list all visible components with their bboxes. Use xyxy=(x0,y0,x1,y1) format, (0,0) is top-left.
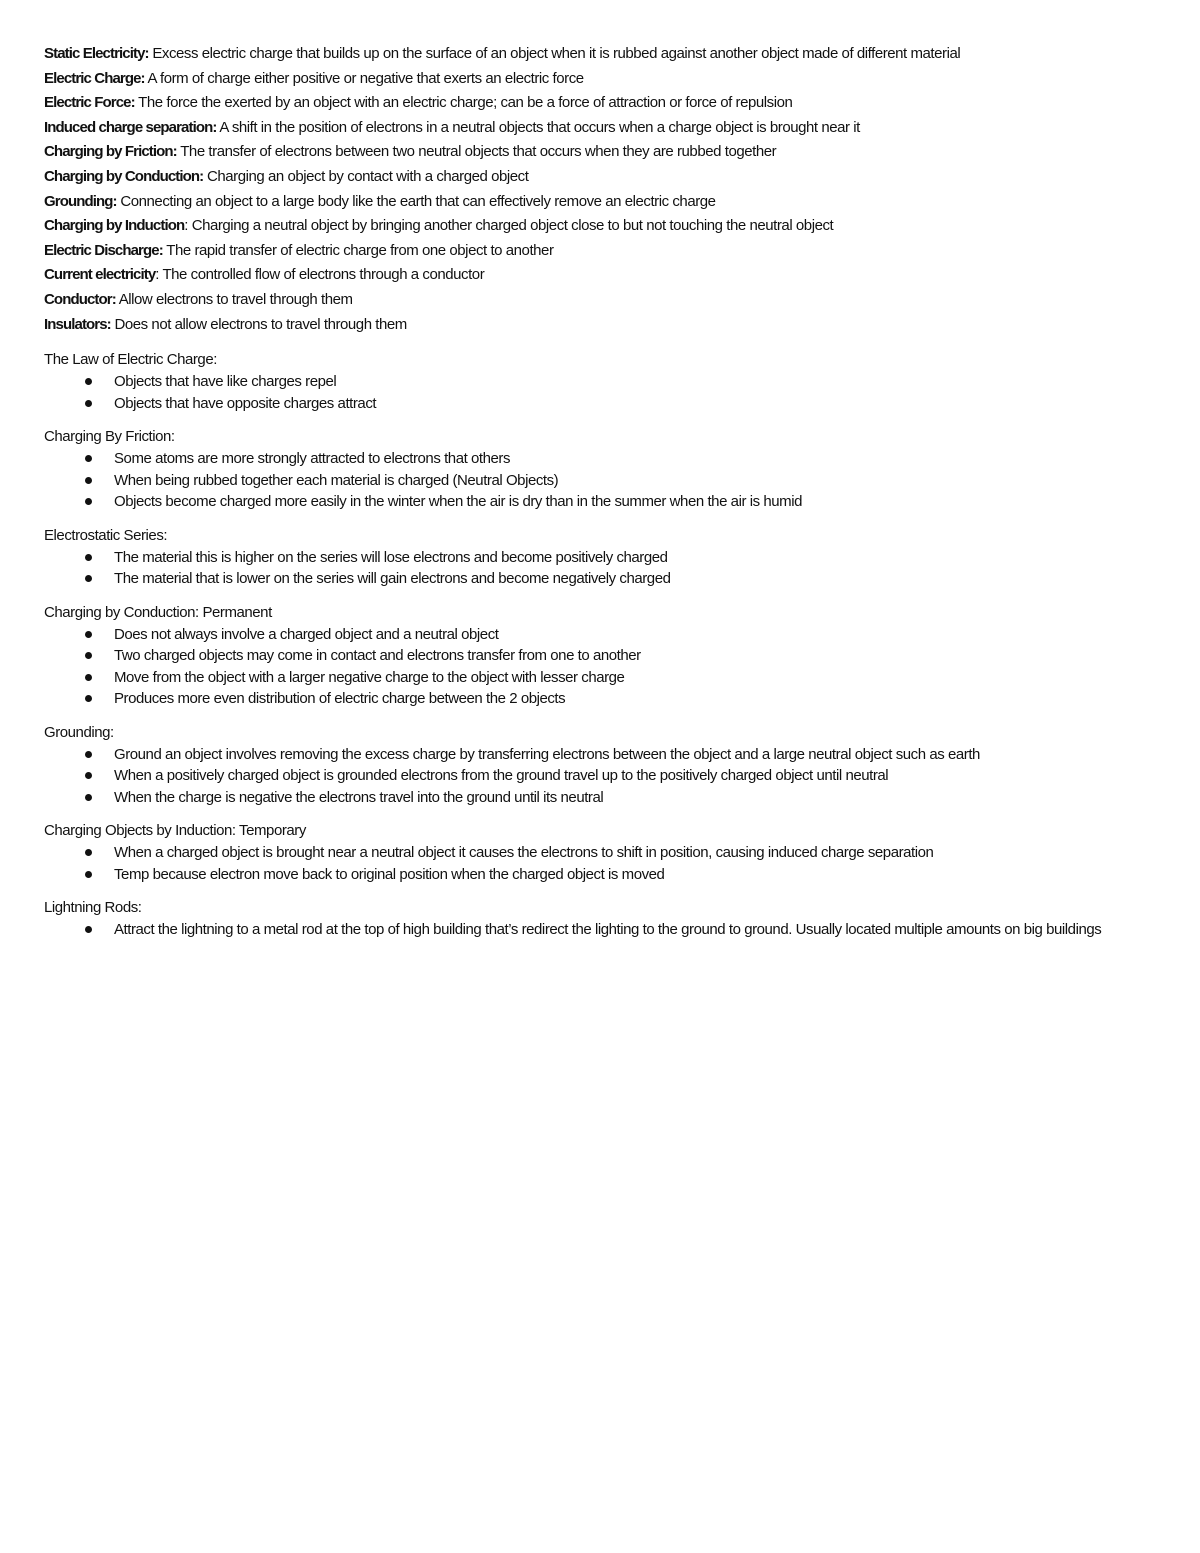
definition-electric-charge xyxy=(44,67,1164,92)
section-charging-by-friction xyxy=(44,426,1164,513)
bullet-list xyxy=(44,744,1164,809)
list-item: Temp because electron move back to original position when the charged object is moved xyxy=(44,864,1164,886)
definition-term: Induced charge separation: xyxy=(44,118,217,136)
definition-term: Electric Discharge: xyxy=(44,241,163,259)
definition-text: Excess electric charge that builds up on the surface of an object when it is rubbed against another object made of different material xyxy=(148,45,961,62)
bullet-list xyxy=(44,547,1164,590)
list-item: When a charged object is brought near a neutral object it causes the electrons to shift in position, causing induced charge separation xyxy=(44,842,1164,864)
list-item: Does not always involve a charged object and a neutral object xyxy=(44,624,1164,646)
list-item: When being rubbed together each material is charged (Neutral Objects) xyxy=(44,470,1164,492)
section-electrostatic-series xyxy=(44,525,1164,590)
definition-term: Electric Charge: xyxy=(44,69,145,87)
definition-electric-discharge xyxy=(44,239,1164,264)
definition-text: Connecting an object to a large body like the earth that can effectively remove an electric charge xyxy=(116,192,716,210)
definition-term: Conductor: xyxy=(44,290,116,308)
definition-induced-charge-separation xyxy=(44,116,1164,141)
section-title: Charging by Conduction: Permanent xyxy=(44,603,272,621)
definition-grounding xyxy=(44,190,1164,215)
section-title: The Law of Electric Charge: xyxy=(44,351,217,369)
definition-term: Grounding: xyxy=(44,192,117,210)
list-item: When a positively charged object is grounded electrons from the ground travel up to the positively charged object until neutral xyxy=(44,765,1164,787)
definition-current-electricity xyxy=(44,263,1164,288)
definition-term: Current electricity xyxy=(44,266,156,284)
section-title: Lightning Rods: xyxy=(44,899,142,917)
list-item: The material that is lower on the series will gain electrons and become negatively charged xyxy=(44,568,1164,590)
section-title: Electrostatic Series: xyxy=(44,526,168,544)
list-item: Move from the object with a larger negative charge to the object with lesser charge xyxy=(44,667,1164,689)
document-page xyxy=(44,42,1164,941)
definition-text: A shift in the position of electrons in a neutral objects that occurs when a charge object is brought near it xyxy=(216,118,860,136)
section-law-of-electric-charge xyxy=(44,349,1164,414)
definition-text: Charging an object by contact with a charged object xyxy=(203,167,529,185)
bullet-list xyxy=(44,842,1164,885)
list-item: When the charge is negative the electrons travel into the ground until its neutral xyxy=(44,787,1164,809)
definition-insulators xyxy=(44,313,1164,338)
section-title: Charging By Friction: xyxy=(44,428,175,446)
bullet-list xyxy=(44,624,1164,710)
section-title: Grounding: xyxy=(44,723,114,741)
list-item: Two charged objects may come in contact and electrons transfer from one to another xyxy=(44,645,1164,667)
definition-static-electricity xyxy=(44,42,1164,67)
section-lightning-rods xyxy=(44,897,1164,941)
list-item: Attract the lightning to a metal rod at the top of high building that’s redirect the lighting to the ground to ground. Usually located multiple amounts on big buildings xyxy=(44,919,1164,941)
definition-text: The transfer of electrons between two neutral objects that occurs when they are rubbed together xyxy=(176,143,777,161)
section-grounding xyxy=(44,722,1164,809)
definition-term: Electric Force: xyxy=(44,94,135,112)
definition-text: The force the exerted by an object with an electric charge; can be a force of attraction or force of repulsion xyxy=(134,94,793,112)
bullet-list xyxy=(44,371,1164,414)
list-item: Objects that have like charges repel xyxy=(44,371,1164,393)
list-item: Ground an object involves removing the excess charge by transferring electrons between the object and a large neutral object such as earth xyxy=(44,744,1164,766)
section-title: Charging Objects by Induction: Temporary xyxy=(44,822,306,840)
definition-text: A form of charge either positive or negative that exerts an electric force xyxy=(144,69,584,87)
definition-term: Static Electricity: xyxy=(44,45,149,62)
definition-text: Allow electrons to travel through them xyxy=(115,290,353,308)
bullet-list xyxy=(44,448,1164,513)
list-item: Produces more even distribution of electric charge between the 2 objects xyxy=(44,688,1164,710)
list-item: The material this is higher on the series will lose electrons and become positively charged xyxy=(44,547,1164,569)
list-item: Some atoms are more strongly attracted to electrons that others xyxy=(44,448,1164,470)
definition-text: Does not allow electrons to travel through them xyxy=(110,315,407,333)
definition-charging-by-friction xyxy=(44,140,1164,165)
definition-electric-force xyxy=(44,91,1164,116)
definition-text: The rapid transfer of electric charge from one object to another xyxy=(162,241,554,259)
bullet-list xyxy=(44,919,1164,941)
definition-term: Charging by Conduction: xyxy=(44,167,204,185)
definition-text: : Charging a neutral object by bringing another charged object close to but not touching the neutral object xyxy=(184,217,834,235)
list-item: Objects become charged more easily in the winter when the air is dry than in the summer when the air is humid xyxy=(44,491,1164,513)
definition-charging-by-induction xyxy=(44,214,1164,239)
definitions-list xyxy=(44,42,1164,337)
list-item: Objects that have opposite charges attract xyxy=(44,393,1164,415)
definition-term: Charging by Friction: xyxy=(44,143,177,161)
section-charging-by-conduction xyxy=(44,602,1164,710)
definition-term: Insulators: xyxy=(44,315,111,333)
definition-conductor xyxy=(44,288,1164,313)
definition-text: : The controlled flow of electrons through a conductor xyxy=(155,266,485,284)
section-charging-by-induction xyxy=(44,820,1164,885)
definition-term: Charging by Induction xyxy=(44,217,185,235)
definition-charging-by-conduction xyxy=(44,165,1164,190)
